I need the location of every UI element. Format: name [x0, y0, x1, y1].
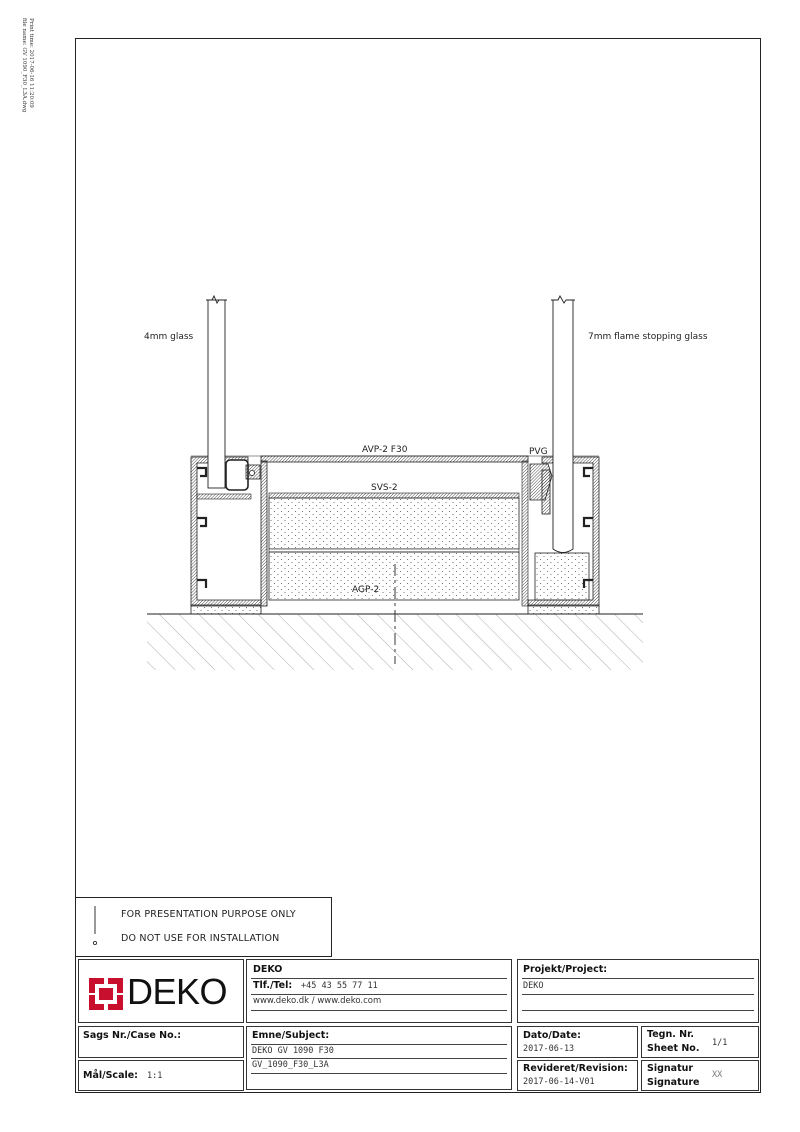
- scale-label: Mål/Scale:: [83, 1070, 138, 1081]
- notice-line-2: DO NOT USE FOR INSTALLATION: [121, 933, 280, 944]
- svs-strip: [269, 493, 519, 498]
- revision-label: Revideret/Revision:: [523, 1063, 628, 1074]
- label-agp: AGP-2: [352, 585, 380, 595]
- glass-right: [551, 296, 575, 553]
- label-pvg: PVG: [529, 447, 548, 457]
- case-no-cell: [78, 1026, 244, 1058]
- company-cell: [246, 959, 512, 1023]
- sheet-no-label-1: Tegn. Nr.: [647, 1029, 695, 1040]
- notice-box: [75, 897, 332, 957]
- label-glass-left: 4mm glass: [144, 332, 194, 342]
- project-cell: [517, 959, 759, 1023]
- sheet-no-label-2: Sheet No.: [647, 1043, 700, 1054]
- subject-label: Emne/Subject:: [252, 1030, 330, 1041]
- subject-cell: [246, 1026, 512, 1090]
- pvg-strip: [542, 470, 550, 514]
- date-value: 2017-06-13: [523, 1044, 575, 1054]
- date-cell: [517, 1026, 638, 1058]
- revision-cell: [517, 1060, 638, 1091]
- signature-label-2: Signature: [647, 1077, 700, 1088]
- signature-cell: [641, 1060, 759, 1091]
- sheet-no-value: 1/1: [712, 1038, 728, 1048]
- phone-label: Tlf./Tel:: [253, 980, 293, 991]
- company-name: DEKO: [253, 964, 283, 975]
- project-label: Projekt/Project:: [523, 964, 608, 975]
- project-value: DEKO: [523, 981, 544, 991]
- revision-value: 2017-06-14-V01: [523, 1077, 595, 1087]
- sheet-no-cell: [641, 1026, 759, 1058]
- phone-value: +45 43 55 77 11: [301, 981, 378, 991]
- label-avp: AVP-2 F30: [362, 445, 408, 455]
- website: www.deko.dk / www.deko.com: [253, 996, 382, 1006]
- insulation-right: [535, 553, 589, 600]
- print-time: Print time: 2017-06-16 11:20:09: [28, 18, 34, 108]
- scale-value: 1:1: [147, 1071, 163, 1081]
- subject-line-2: GV_1090_F30_L3A: [252, 1060, 329, 1070]
- notice-icon: [89, 906, 101, 948]
- label-svs: SVS-2: [371, 483, 398, 493]
- notice-line-1: FOR PRESENTATION PURPOSE ONLY: [121, 909, 296, 920]
- deko-logo-icon: [89, 978, 123, 1010]
- avp-cover-plate: [261, 456, 528, 462]
- signature-value: XX: [712, 1070, 723, 1080]
- glass-left: [206, 296, 227, 488]
- file-name: file name: GV 1090_F30_L3A.dwg: [21, 18, 27, 113]
- insulation-lower: [269, 552, 519, 600]
- logo-wordmark: DEKO: [127, 971, 228, 1012]
- label-glass-right: 7mm flame stopping glass: [588, 332, 708, 342]
- case-no-label: Sags Nr./Case No.:: [83, 1030, 182, 1041]
- subject-line-1: DEKO GV 1090 F30: [252, 1046, 334, 1056]
- logo-cell: [78, 959, 244, 1023]
- date-label: Dato/Date:: [523, 1030, 581, 1041]
- scale-cell: [78, 1060, 244, 1091]
- signature-label-1: Signatur: [647, 1063, 694, 1074]
- title-block: [78, 957, 760, 1091]
- insulation-upper: [269, 498, 519, 549]
- left-frame-profile: [191, 457, 267, 606]
